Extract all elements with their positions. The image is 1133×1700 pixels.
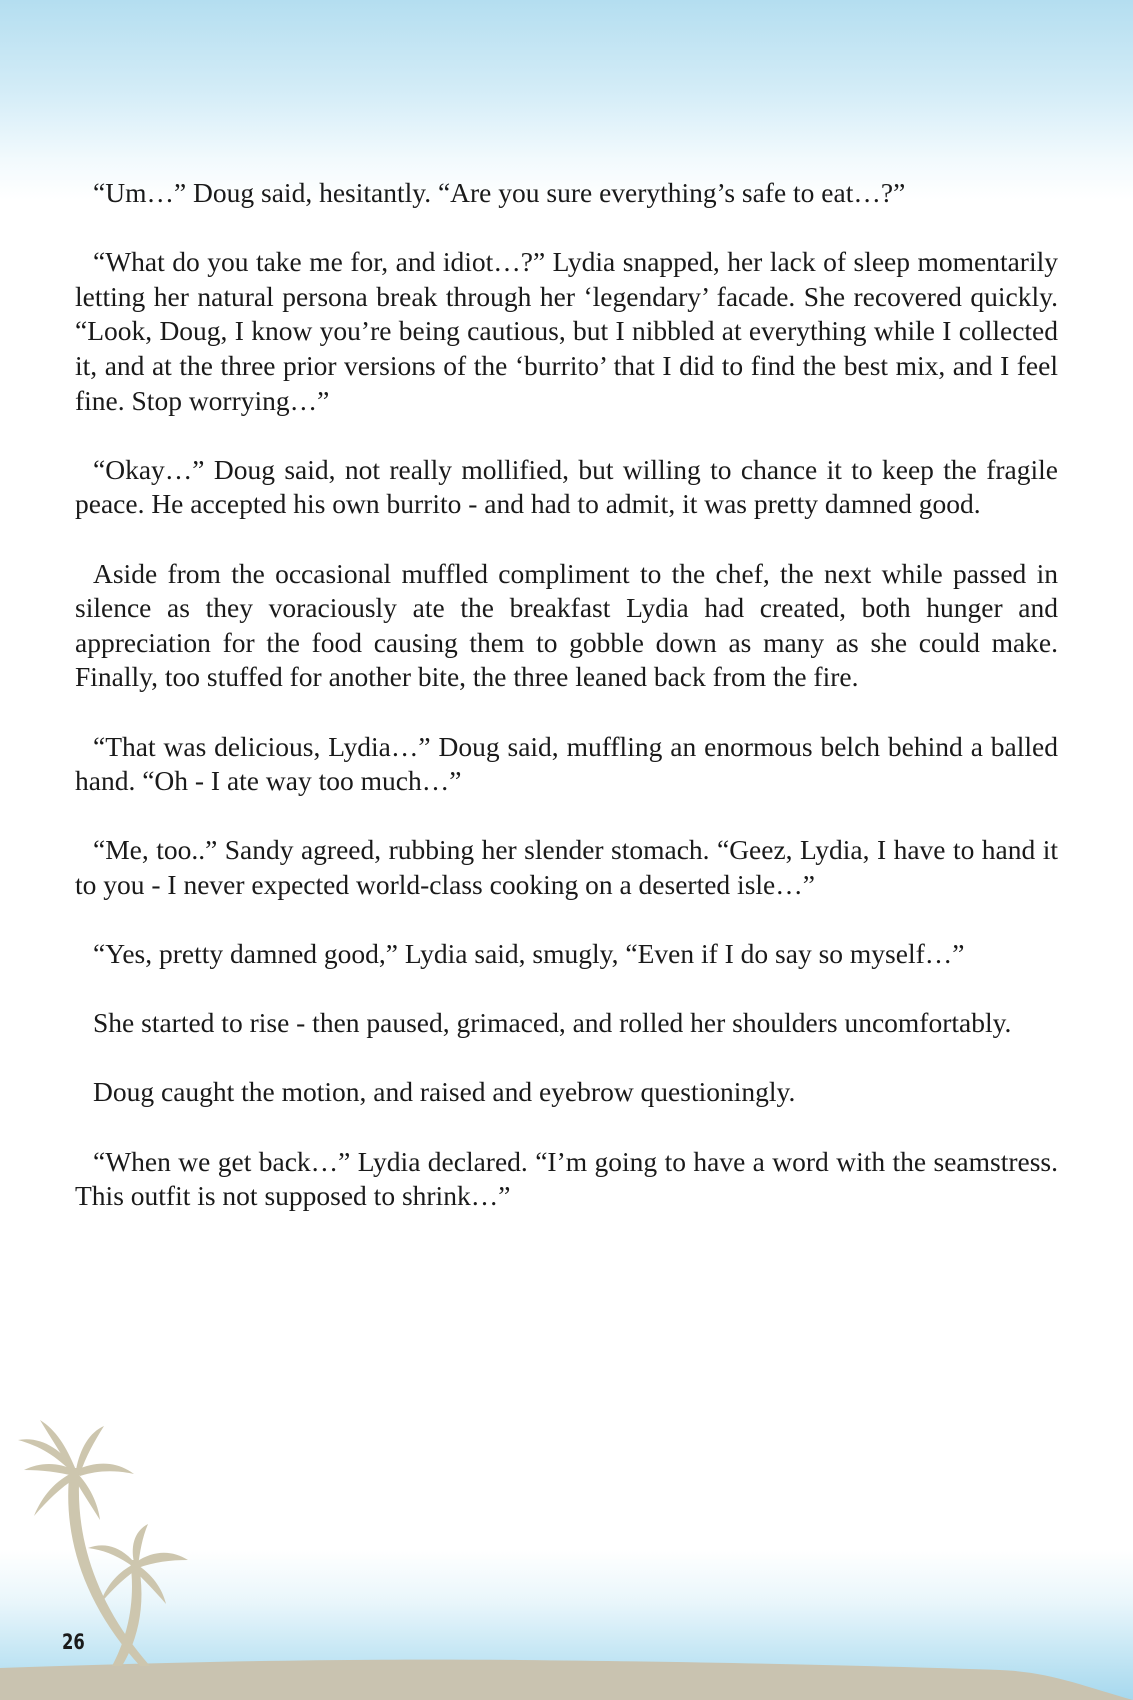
- paragraph: Aside from the occasional muffled compliment to the chef, the next while passed in silence as they voraciously ate the breakfast Lydia had created, both hunger and appreciation for the food causing them to gobble down as many as she could make. Finally, too stuffed for another bite, the three leaned back from the fire.: [75, 557, 1058, 693]
- paragraph: Doug caught the motion, and raised and eyebrow questioningly.: [93, 1076, 796, 1108]
- page-number: 26: [62, 1630, 85, 1654]
- paragraph: “Me, too..” Sandy agreed, rubbing her slender stomach. “Geez, Lydia, I have to hand it to you - I never expected world-class cooking on a deserted isle…”: [75, 834, 1058, 900]
- paragraph: “When we get back…” Lydia declared. “I’m going to have a word with the seamstress. This outfit is not supposed to shrink…”: [75, 1145, 1058, 1212]
- paragraph: She started to rise - then paused, grimaced, and rolled her shoulders uncomfortably.: [93, 1007, 1012, 1039]
- paragraph: “Yes, pretty damned good,” Lydia said, smugly, “Even if I do say so myself…”: [93, 938, 965, 970]
- palm-trees: [18, 1420, 188, 1666]
- paragraph: “That was delicious, Lydia…” Doug said, muffling an enormous belch behind a balled hand. “Oh - I ate way too much…”: [75, 730, 1058, 797]
- paragraph: “Okay…” Doug said, not really mollified, but willing to chance it to keep the fragile peace. He accepted his own burrito - and had to admit, it was pretty damned good.: [75, 453, 1058, 520]
- paragraph: “What do you take me for, and idiot…?” Lydia snapped, her lack of sleep momentarily letting her natural persona break through her ‘legendary’ facade. She recovered quickly. “Look, Doug, I know you’re being cautious, but I nibbled at everything while I collected it, and at the three prior versions of the ‘burrito’ that I did to find the best mix, and I feel fine. Stop worrying…”: [75, 246, 1058, 416]
- paragraph: “Um…” Doug said, hesitantly. “Are you sure everything’s safe to eat…?”: [93, 177, 906, 208]
- sand-strip: [0, 1660, 1133, 1700]
- story-text: [75, 176, 1058, 1248]
